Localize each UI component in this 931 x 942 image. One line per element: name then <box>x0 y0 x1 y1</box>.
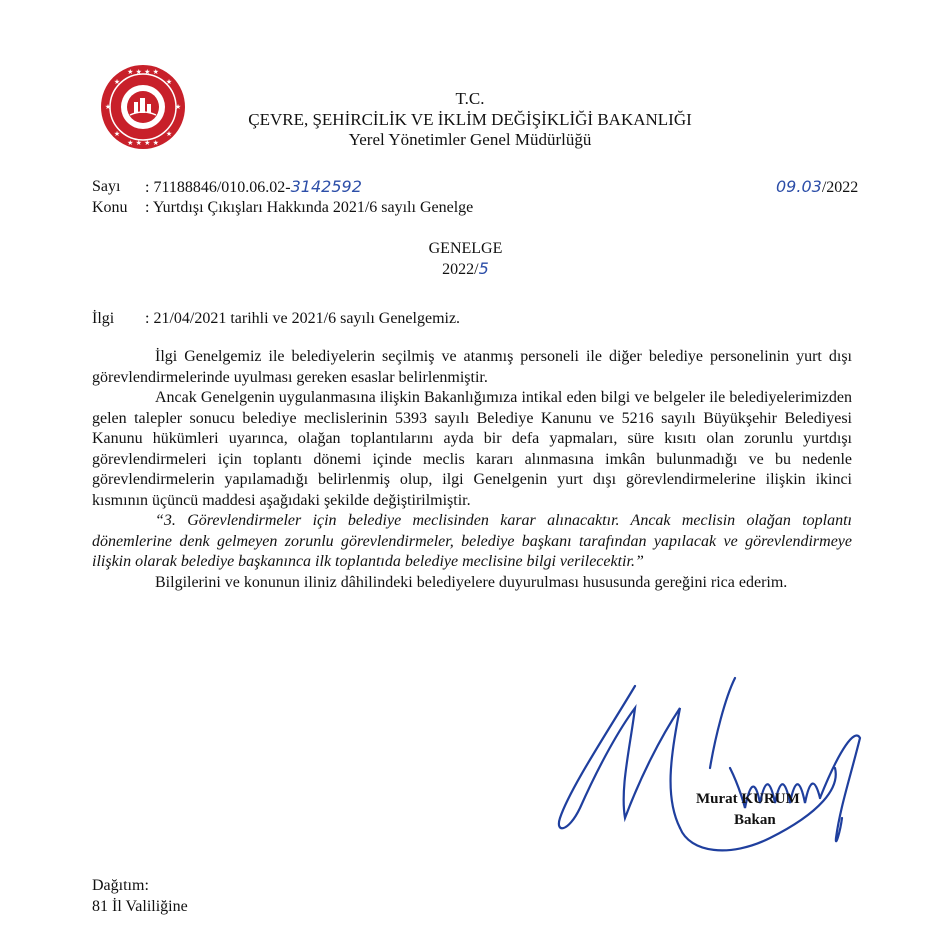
distribution-item: 81 İl Valiliğine <box>92 898 188 915</box>
date-row <box>776 177 858 198</box>
konu-value: : Yurtdışı Çıkışları Hakkında 2021/6 sayılı Genelge <box>145 199 474 216</box>
ilgi-label: İlgi <box>92 310 115 327</box>
document-number <box>0 259 931 280</box>
header-tc: T.C. <box>455 89 485 108</box>
ilgi-value: : 21/04/2021 tarihli ve 2021/6 sayılı Genelgemiz. <box>145 310 461 327</box>
date-suffix: /2022 <box>821 179 859 196</box>
svg-text:★: ★ <box>165 130 173 138</box>
svg-text:★ ★ ★ ★: ★ ★ ★ ★ <box>127 139 159 147</box>
konu-label: Konu <box>92 199 128 216</box>
svg-text:★: ★ <box>113 78 121 86</box>
svg-text:★: ★ <box>113 130 121 138</box>
number-prefix: 2022/ <box>442 261 479 278</box>
distribution-label: Dağıtım: <box>92 877 149 894</box>
document-title: GENELGE <box>428 240 503 257</box>
paragraph-2: Ancak Genelgenin uygulanmasına ilişkin Bakanlığımıza intikal eden bilgi ve belgeler ile belediyelerimizden gelen talepler sonucu belediye meclislerinin 5393 sayılı Belediye Kanunu ve 5216 sayılı Büyükşehir Belediyesi Kanunu hükümleri uyarınca, olağan toplantılarını ayda bir defa yapmaları, süre kısıtı olan zorunlu yurtdışı görevlendirmeleri için toplantı dönemi içinde meclis kararı alınmasına imkân bulunmadığı ve bu nedenle görevlendirmelerin yapılamadığı belirlenmiş olup, ilgi Genelgenin yurt dışı görevlendirmelerine ilişkin ikinci kısmının üçüncü maddesi aşağıdaki şekilde değiştirilmiştir. <box>92 389 852 509</box>
svg-text:★: ★ <box>165 78 173 86</box>
signatory-name: Murat KURUM <box>696 791 800 807</box>
svg-text:★: ★ <box>174 103 182 111</box>
directorate-name: Yerel Yönetimler Genel Müdürlüğü <box>348 130 592 149</box>
paragraph-1: İlgi Genelgemiz ile belediyelerin seçilmiş ve atanmış personeli ile diğer belediye personelinin yurt dışı görevlendirmelerinde uyulması gereken esaslar belirlenmiştir. <box>92 348 852 386</box>
ministry-name: ÇEVRE, ŞEHİRCİLİK VE İKLİM DEĞİŞİKLİĞİ BAKANLIĞI <box>248 110 692 129</box>
svg-text:★ ★ ★ ★: ★ ★ ★ ★ <box>127 68 159 76</box>
paragraph-3: Bilgilerini ve konunun iliniz dâhilindeki belediyelere duyurulması hususunda gereğini rica ederim. <box>155 573 788 591</box>
signatory-title: Bakan <box>734 812 776 828</box>
sayi-prefix: : 71188846/010.06.02- <box>145 179 291 196</box>
handwritten-signature <box>540 668 880 873</box>
date-handwritten: 09.03 <box>776 177 822 196</box>
sayi-label: Sayı <box>92 178 121 195</box>
number-handwritten: 5 <box>478 259 489 278</box>
svg-text:★: ★ <box>104 103 112 111</box>
sayi-handwritten: 3142592 <box>290 177 362 196</box>
quoted-amendment: “3. Görevlendirmeler için belediye meclisinden karar alınacaktır. Ancak meclisin olağan toplantı dönemlerine denk gelmeyen zorunlu görevlendirmeler, belediye başkanı tarafından yapılacak ve görevlendirmeye ilişkin olarak belediye başkanınca ilk toplantıda belediye meclisine bilgi verilecektir.” <box>92 512 852 570</box>
sayi-row <box>145 177 362 198</box>
body-text <box>92 347 852 593</box>
ministry-seal-logo <box>100 64 186 150</box>
